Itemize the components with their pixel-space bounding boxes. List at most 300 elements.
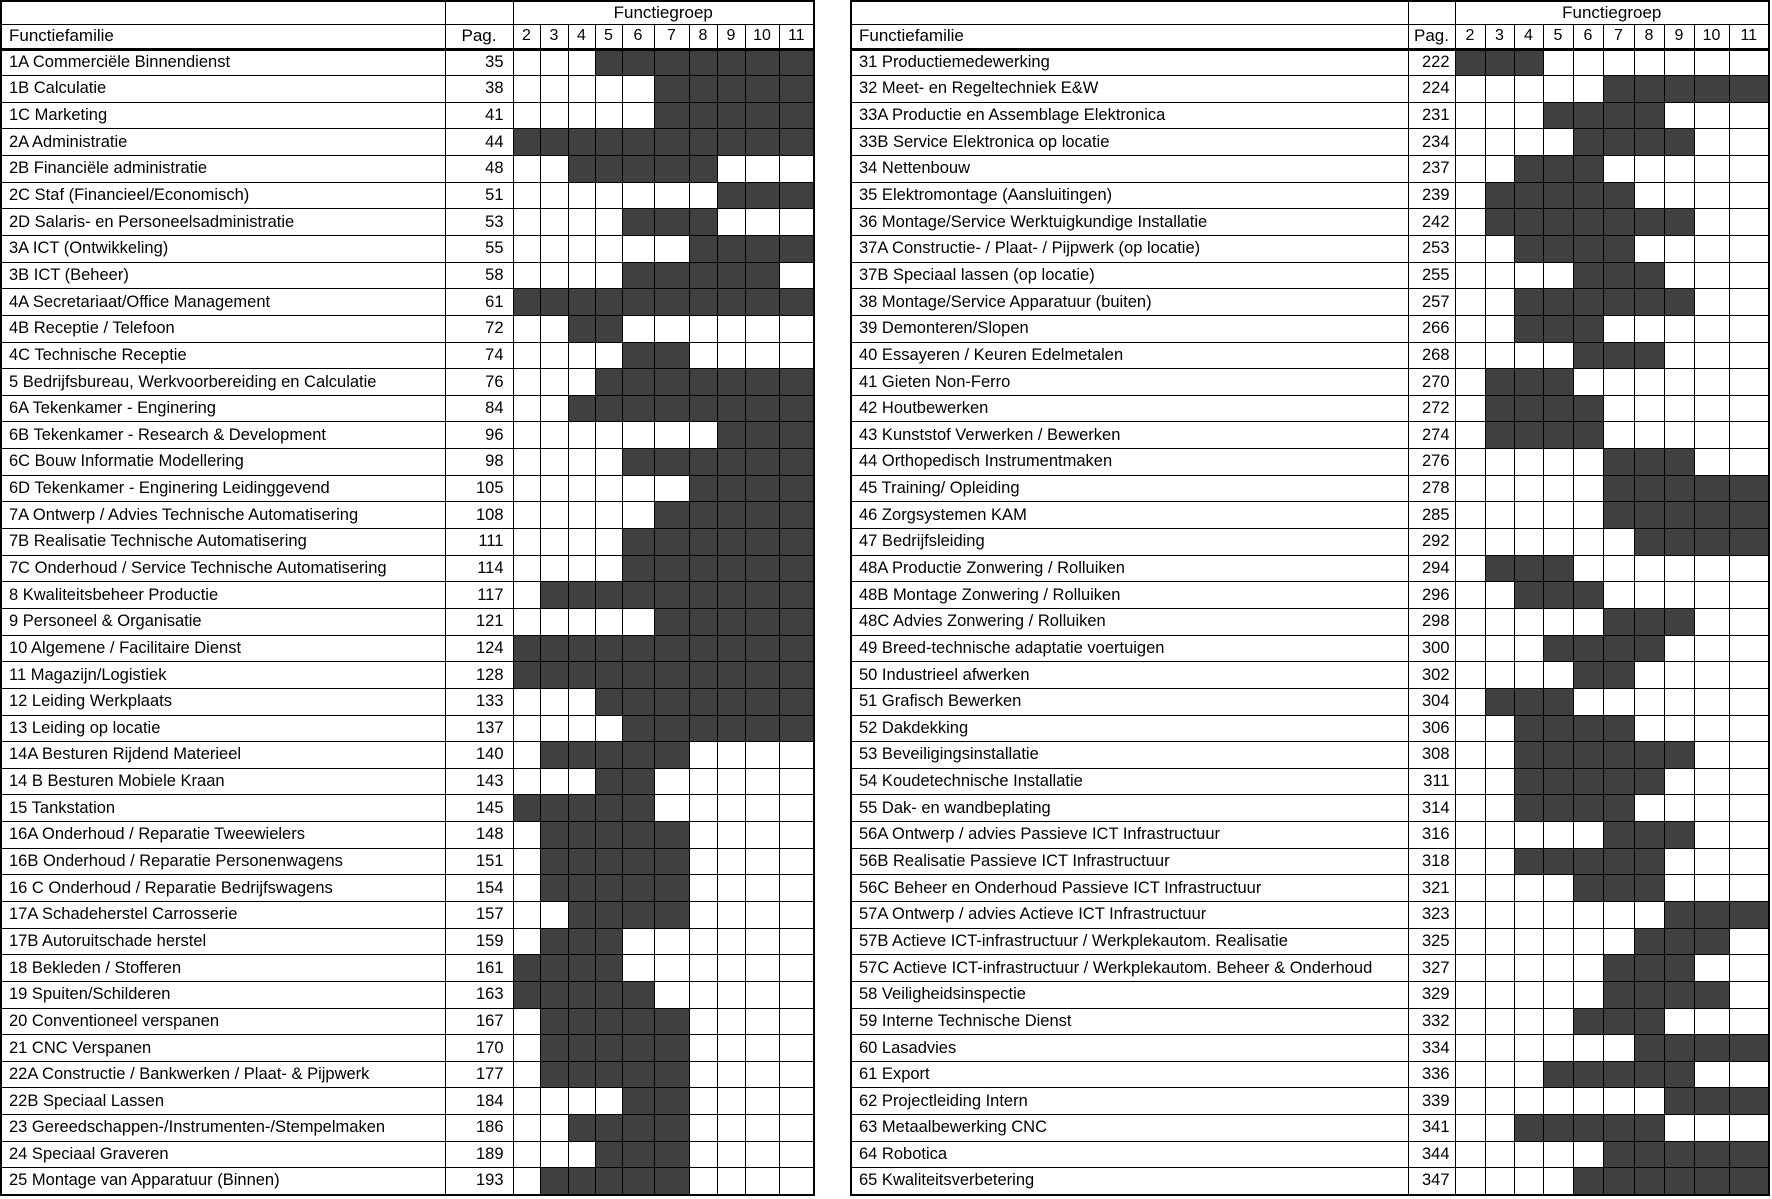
matrix-cell-filled — [595, 635, 622, 662]
matrix-cell-empty — [1634, 715, 1664, 742]
matrix-cell-filled — [1634, 1115, 1664, 1142]
matrix-cell-empty — [1543, 662, 1573, 689]
matrix-cell-empty — [1729, 315, 1769, 342]
matrix-cell-empty — [1514, 449, 1543, 476]
matrix-cell-empty — [1455, 1141, 1485, 1168]
matrix-cell-empty — [568, 1088, 595, 1115]
matrix-cell-empty — [1694, 742, 1729, 769]
pag-cell: 334 — [1408, 1035, 1455, 1062]
matrix-cell-empty — [1729, 395, 1769, 422]
matrix-cell-filled — [1543, 688, 1573, 715]
matrix-cell-empty — [779, 1141, 814, 1168]
matrix-cell-filled — [540, 1061, 568, 1088]
functiegroep-number-header: 5 — [1543, 24, 1573, 49]
matrix-cell-empty — [745, 1061, 779, 1088]
matrix-cell-filled — [1603, 822, 1634, 849]
matrix-cell-empty — [513, 369, 540, 396]
matrix-cell-empty — [654, 182, 689, 209]
matrix-cell-filled — [689, 635, 717, 662]
matrix-cell-filled — [622, 1035, 654, 1062]
matrix-cell-empty — [1485, 662, 1514, 689]
table-row — [1, 555, 814, 582]
matrix-cell-empty — [779, 902, 814, 929]
matrix-cell-empty — [654, 928, 689, 955]
functiefamilie-cell: 57B Actieve ICT-infrastructuur / Werkplekautom. Realisatie — [851, 928, 1408, 955]
matrix-cell-filled — [1664, 502, 1694, 529]
table-row — [1, 1008, 814, 1035]
matrix-cell-filled — [622, 1168, 654, 1195]
matrix-cell-filled — [568, 156, 595, 183]
pag-cell: 347 — [1408, 1168, 1455, 1195]
matrix-cell-empty — [689, 848, 717, 875]
matrix-cell-filled — [1603, 981, 1634, 1008]
matrix-cell-filled — [654, 875, 689, 902]
matrix-cell-filled — [1543, 635, 1573, 662]
table-row — [1, 1168, 814, 1195]
matrix-cell-empty — [779, 822, 814, 849]
functiefamilie-cell: 34 Nettenbouw — [851, 156, 1408, 183]
matrix-cell-filled — [622, 875, 654, 902]
matrix-cell-empty — [1664, 262, 1694, 289]
table-row — [1, 502, 814, 529]
matrix-cell-filled — [654, 1061, 689, 1088]
matrix-cell-filled — [622, 635, 654, 662]
pag-cell: 145 — [445, 795, 513, 822]
matrix-cell-empty — [1634, 795, 1664, 822]
matrix-cell-empty — [717, 342, 745, 369]
matrix-cell-filled — [745, 555, 779, 582]
matrix-cell-empty — [745, 795, 779, 822]
matrix-cell-empty — [1455, 342, 1485, 369]
matrix-cell-empty — [1573, 955, 1603, 982]
functiefamilie-cell: 32 Meet- en Regeltechniek E&W — [851, 76, 1408, 103]
matrix-cell-filled — [654, 1035, 689, 1062]
matrix-cell-empty — [654, 475, 689, 502]
matrix-cell-empty — [1455, 369, 1485, 396]
matrix-cell-filled — [689, 129, 717, 156]
matrix-cell-empty — [779, 1168, 814, 1195]
table-row — [851, 475, 1769, 502]
functiefamilie-cell: 48A Productie Zonwering / Rolluiken — [851, 555, 1408, 582]
pag-cell: 306 — [1408, 715, 1455, 742]
matrix-cell-empty — [540, 608, 568, 635]
matrix-cell-empty — [1694, 875, 1729, 902]
matrix-cell-filled — [622, 688, 654, 715]
matrix-cell-filled — [745, 715, 779, 742]
pag-cell: 177 — [445, 1061, 513, 1088]
matrix-cell-filled — [1664, 129, 1694, 156]
matrix-cell-empty — [622, 102, 654, 129]
matrix-cell-empty — [540, 315, 568, 342]
matrix-cell-empty — [689, 981, 717, 1008]
matrix-cell-empty — [1694, 422, 1729, 449]
functiefamilie-cell: 57C Actieve ICT-infrastructuur / Werkplekautom. Beheer & Onderhoud — [851, 955, 1408, 982]
matrix-cell-filled — [654, 608, 689, 635]
functiegroep-number-header: 6 — [1573, 24, 1603, 49]
matrix-cell-empty — [717, 795, 745, 822]
pag-cell: 121 — [445, 608, 513, 635]
matrix-cell-filled — [595, 955, 622, 982]
matrix-cell-filled — [1573, 209, 1603, 236]
matrix-cell-filled — [717, 49, 745, 76]
matrix-cell-filled — [568, 395, 595, 422]
matrix-cell-filled — [568, 582, 595, 609]
table-row — [1, 955, 814, 982]
table-row — [851, 129, 1769, 156]
matrix-cell-filled — [1694, 1141, 1729, 1168]
matrix-cell-filled — [1603, 795, 1634, 822]
matrix-cell-filled — [1485, 422, 1514, 449]
matrix-cell-empty — [1514, 822, 1543, 849]
matrix-cell-filled — [1603, 262, 1634, 289]
matrix-cell-empty — [595, 182, 622, 209]
matrix-cell-filled — [1603, 235, 1634, 262]
functiefamilie-cell: 14 B Besturen Mobiele Kraan — [1, 768, 445, 795]
functiegroep-number-header: 7 — [1603, 24, 1634, 49]
pag-cell: 304 — [1408, 688, 1455, 715]
matrix-cell-filled — [689, 449, 717, 476]
matrix-cell-filled — [717, 608, 745, 635]
matrix-cell-filled — [595, 1141, 622, 1168]
matrix-cell-filled — [717, 182, 745, 209]
table-row — [1, 475, 814, 502]
matrix-cell-empty — [1485, 156, 1514, 183]
functiefamilie-cell: 1B Calculatie — [1, 76, 445, 103]
matrix-cell-empty — [1664, 768, 1694, 795]
matrix-cell-filled — [1634, 822, 1664, 849]
matrix-cell-empty — [745, 875, 779, 902]
matrix-cell-filled — [622, 156, 654, 183]
matrix-cell-empty — [717, 742, 745, 769]
pag-cell: 151 — [445, 848, 513, 875]
matrix-cell-empty — [717, 1168, 745, 1195]
matrix-cell-empty — [568, 555, 595, 582]
matrix-cell-filled — [779, 395, 814, 422]
matrix-cell-filled — [654, 76, 689, 103]
matrix-cell-empty — [622, 315, 654, 342]
matrix-cell-filled — [654, 529, 689, 556]
matrix-cell-empty — [513, 1035, 540, 1062]
matrix-cell-filled — [1634, 475, 1664, 502]
matrix-cell-empty — [1543, 875, 1573, 902]
table-row — [851, 209, 1769, 236]
matrix-cell-filled — [622, 1141, 654, 1168]
table-row — [1, 449, 814, 476]
matrix-cell-filled — [595, 688, 622, 715]
matrix-cell-empty — [513, 475, 540, 502]
functiefamilie-cell: 57A Ontwerp / advies Actieve ICT Infrastructuur — [851, 902, 1408, 929]
matrix-cell-filled — [745, 262, 779, 289]
table-row — [851, 1168, 1769, 1195]
matrix-cell-filled — [745, 49, 779, 76]
matrix-cell-filled — [540, 742, 568, 769]
matrix-cell-filled — [568, 742, 595, 769]
matrix-cell-filled — [779, 289, 814, 316]
matrix-cell-filled — [1664, 608, 1694, 635]
matrix-cell-filled — [689, 235, 717, 262]
matrix-cell-empty — [1573, 1088, 1603, 1115]
matrix-cell-empty — [1694, 795, 1729, 822]
matrix-cell-empty — [1485, 928, 1514, 955]
matrix-cell-filled — [1514, 688, 1543, 715]
matrix-cell-filled — [540, 289, 568, 316]
table-row — [851, 582, 1769, 609]
matrix-cell-filled — [595, 129, 622, 156]
table-row — [851, 502, 1769, 529]
table-row — [851, 262, 1769, 289]
matrix-cell-empty — [540, 102, 568, 129]
matrix-cell-empty — [1664, 848, 1694, 875]
matrix-cell-filled — [568, 875, 595, 902]
matrix-cell-empty — [540, 342, 568, 369]
functiefamilie-cell: 56A Ontwerp / advies Passieve ICT Infrastructuur — [851, 822, 1408, 849]
functiefamilie-cell: 11 Magazijn/Logistiek — [1, 662, 445, 689]
pag-cell: 332 — [1408, 1008, 1455, 1035]
matrix-cell-empty — [1485, 315, 1514, 342]
matrix-cell-empty — [779, 209, 814, 236]
functiegroep-number-header: 3 — [1485, 24, 1514, 49]
functiefamilie-cell: 59 Interne Technische Dienst — [851, 1008, 1408, 1035]
matrix-cell-filled — [622, 129, 654, 156]
functiefamilie-cell: 60 Lasadvies — [851, 1035, 1408, 1062]
matrix-cell-filled — [1603, 1008, 1634, 1035]
matrix-cell-filled — [717, 129, 745, 156]
matrix-cell-empty — [1634, 582, 1664, 609]
matrix-cell-empty — [568, 688, 595, 715]
matrix-cell-filled — [1664, 902, 1694, 929]
matrix-cell-filled — [689, 582, 717, 609]
matrix-cell-empty — [1485, 129, 1514, 156]
matrix-cell-empty — [1573, 928, 1603, 955]
matrix-cell-empty — [513, 502, 540, 529]
matrix-cell-filled — [595, 289, 622, 316]
matrix-cell-filled — [1543, 156, 1573, 183]
matrix-cell-filled — [745, 102, 779, 129]
matrix-cell-empty — [1729, 1008, 1769, 1035]
matrix-cell-filled — [1514, 235, 1543, 262]
matrix-cell-empty — [745, 1008, 779, 1035]
matrix-cell-filled — [568, 315, 595, 342]
matrix-cell-filled — [1514, 315, 1543, 342]
matrix-cell-empty — [595, 502, 622, 529]
matrix-cell-filled — [595, 156, 622, 183]
matrix-cell-filled — [595, 49, 622, 76]
matrix-cell-empty — [689, 1088, 717, 1115]
matrix-cell-empty — [717, 955, 745, 982]
matrix-cell-empty — [540, 475, 568, 502]
matrix-cell-filled — [1573, 395, 1603, 422]
pag-cell: 339 — [1408, 1088, 1455, 1115]
matrix-cell-empty — [717, 315, 745, 342]
functiefamilie-cell: 24 Speciaal Graveren — [1, 1141, 445, 1168]
pag-cell: 189 — [445, 1141, 513, 1168]
matrix-cell-empty — [1543, 981, 1573, 1008]
matrix-cell-filled — [779, 635, 814, 662]
matrix-cell-filled — [689, 102, 717, 129]
matrix-cell-filled — [779, 529, 814, 556]
matrix-cell-filled — [568, 981, 595, 1008]
matrix-cell-empty — [1455, 315, 1485, 342]
functiefamilie-cell: 46 Zorgsystemen KAM — [851, 502, 1408, 529]
matrix-cell-filled — [1573, 102, 1603, 129]
matrix-cell-empty — [513, 582, 540, 609]
matrix-cell-filled — [1694, 529, 1729, 556]
matrix-cell-empty — [1729, 422, 1769, 449]
matrix-cell-empty — [1729, 209, 1769, 236]
matrix-cell-filled — [568, 1061, 595, 1088]
pag-cell: 186 — [445, 1115, 513, 1142]
matrix-cell-empty — [1694, 555, 1729, 582]
matrix-cell-empty — [1455, 1088, 1485, 1115]
pag-cell: 35 — [445, 49, 513, 76]
matrix-cell-filled — [622, 555, 654, 582]
matrix-cell-filled — [1543, 1115, 1573, 1142]
matrix-cell-empty — [1485, 529, 1514, 556]
matrix-cell-filled — [622, 795, 654, 822]
matrix-cell-empty — [1634, 315, 1664, 342]
matrix-cell-empty — [717, 981, 745, 1008]
pag-cell: 276 — [1408, 449, 1455, 476]
matrix-cell-filled — [1729, 1168, 1769, 1195]
matrix-cell-empty — [1485, 1115, 1514, 1142]
matrix-cell-empty — [513, 742, 540, 769]
matrix-cell-filled — [1634, 1141, 1664, 1168]
matrix-cell-filled — [595, 1168, 622, 1195]
matrix-cell-filled — [717, 449, 745, 476]
matrix-cell-filled — [1664, 981, 1694, 1008]
matrix-cell-filled — [622, 1061, 654, 1088]
matrix-cell-empty — [745, 209, 779, 236]
matrix-cell-empty — [1573, 981, 1603, 1008]
matrix-cell-filled — [779, 688, 814, 715]
functiefamilie-cell: 31 Productiemedewerking — [851, 49, 1408, 76]
table-row — [1, 369, 814, 396]
matrix-cell-empty — [717, 848, 745, 875]
matrix-cell-filled — [513, 635, 540, 662]
matrix-cell-filled — [1603, 715, 1634, 742]
matrix-cell-filled — [1514, 422, 1543, 449]
matrix-cell-empty — [1485, 902, 1514, 929]
matrix-cell-empty — [540, 235, 568, 262]
matrix-cell-filled — [540, 928, 568, 955]
matrix-cell-empty — [595, 475, 622, 502]
matrix-cell-empty — [595, 608, 622, 635]
matrix-cell-filled — [568, 902, 595, 929]
matrix-cell-empty — [1634, 662, 1664, 689]
matrix-cell-empty — [1573, 49, 1603, 76]
matrix-cell-empty — [745, 981, 779, 1008]
matrix-cell-filled — [1729, 1088, 1769, 1115]
matrix-cell-filled — [1694, 981, 1729, 1008]
table-row — [1, 795, 814, 822]
matrix-cell-filled — [717, 529, 745, 556]
matrix-cell-empty — [622, 928, 654, 955]
pag-cell: 74 — [445, 342, 513, 369]
matrix-cell-filled — [689, 369, 717, 396]
matrix-cell-empty — [1455, 848, 1485, 875]
table-row — [851, 49, 1769, 76]
table-row — [1, 235, 814, 262]
functiegroep-number-header: 2 — [1455, 24, 1485, 49]
functiefamilie-cell: 63 Metaalbewerking CNC — [851, 1115, 1408, 1142]
matrix-cell-filled — [1634, 449, 1664, 476]
functiefamilie-cell: 36 Montage/Service Werktuigkundige Installatie — [851, 209, 1408, 236]
matrix-cell-empty — [654, 235, 689, 262]
matrix-cell-empty — [1664, 395, 1694, 422]
matrix-cell-empty — [689, 342, 717, 369]
functiefamilie-cell: 35 Elektromontage (Aansluitingen) — [851, 182, 1408, 209]
matrix-cell-empty — [568, 449, 595, 476]
table-row — [851, 235, 1769, 262]
matrix-cell-empty — [1514, 902, 1543, 929]
matrix-cell-filled — [622, 742, 654, 769]
table-row — [1, 262, 814, 289]
matrix-cell-filled — [1694, 502, 1729, 529]
matrix-cell-filled — [654, 1008, 689, 1035]
matrix-cell-empty — [779, 875, 814, 902]
functiefamilie-cell: 58 Veiligheidsinspectie — [851, 981, 1408, 1008]
matrix-cell-empty — [1729, 635, 1769, 662]
header-row-functiegroep — [1, 1, 814, 24]
pag-cell: 325 — [1408, 928, 1455, 955]
matrix-cell-empty — [1694, 156, 1729, 183]
matrix-cell-empty — [568, 768, 595, 795]
functiegroep-number-header: 11 — [1729, 24, 1769, 49]
matrix-cell-filled — [622, 768, 654, 795]
matrix-cell-empty — [1485, 981, 1514, 1008]
matrix-cell-filled — [1573, 342, 1603, 369]
matrix-cell-empty — [513, 822, 540, 849]
matrix-cell-empty — [540, 395, 568, 422]
header-row-columns — [851, 24, 1769, 49]
matrix-cell-empty — [1729, 715, 1769, 742]
matrix-cell-filled — [654, 555, 689, 582]
matrix-cell-filled — [689, 475, 717, 502]
matrix-cell-empty — [513, 555, 540, 582]
matrix-cell-empty — [1543, 822, 1573, 849]
matrix-cell-filled — [654, 822, 689, 849]
matrix-cell-filled — [1603, 209, 1634, 236]
matrix-cell-empty — [717, 1088, 745, 1115]
matrix-cell-empty — [1455, 209, 1485, 236]
matrix-cell-empty — [540, 156, 568, 183]
matrix-cell-empty — [689, 1008, 717, 1035]
matrix-cell-empty — [1573, 1035, 1603, 1062]
matrix-cell-empty — [513, 1141, 540, 1168]
functiefamilie-cell: 16B Onderhoud / Reparatie Personenwagens — [1, 848, 445, 875]
matrix-cell-filled — [1634, 529, 1664, 556]
matrix-cell-empty — [1455, 902, 1485, 929]
functiefamilie-cell: 50 Industrieel afwerken — [851, 662, 1408, 689]
functiefamilie-cell: 10 Algemene / Facilitaire Dienst — [1, 635, 445, 662]
functiegroep-header: Functiegroep — [1455, 1, 1769, 24]
matrix-cell-empty — [1573, 822, 1603, 849]
functiefamilie-column-header: Functiefamilie — [1, 24, 445, 49]
matrix-cell-filled — [717, 502, 745, 529]
functiefamilie-cell: 53 Beveiligingsinstallatie — [851, 742, 1408, 769]
matrix-cell-empty — [1455, 635, 1485, 662]
matrix-cell-filled — [1634, 1008, 1664, 1035]
matrix-cell-filled — [568, 662, 595, 689]
matrix-cell-filled — [654, 209, 689, 236]
matrix-cell-empty — [1543, 76, 1573, 103]
matrix-cell-filled — [622, 981, 654, 1008]
matrix-cell-empty — [779, 342, 814, 369]
matrix-cell-empty — [745, 768, 779, 795]
matrix-cell-empty — [513, 102, 540, 129]
matrix-cell-empty — [1634, 395, 1664, 422]
functiegroep-number-header: 9 — [717, 24, 745, 49]
